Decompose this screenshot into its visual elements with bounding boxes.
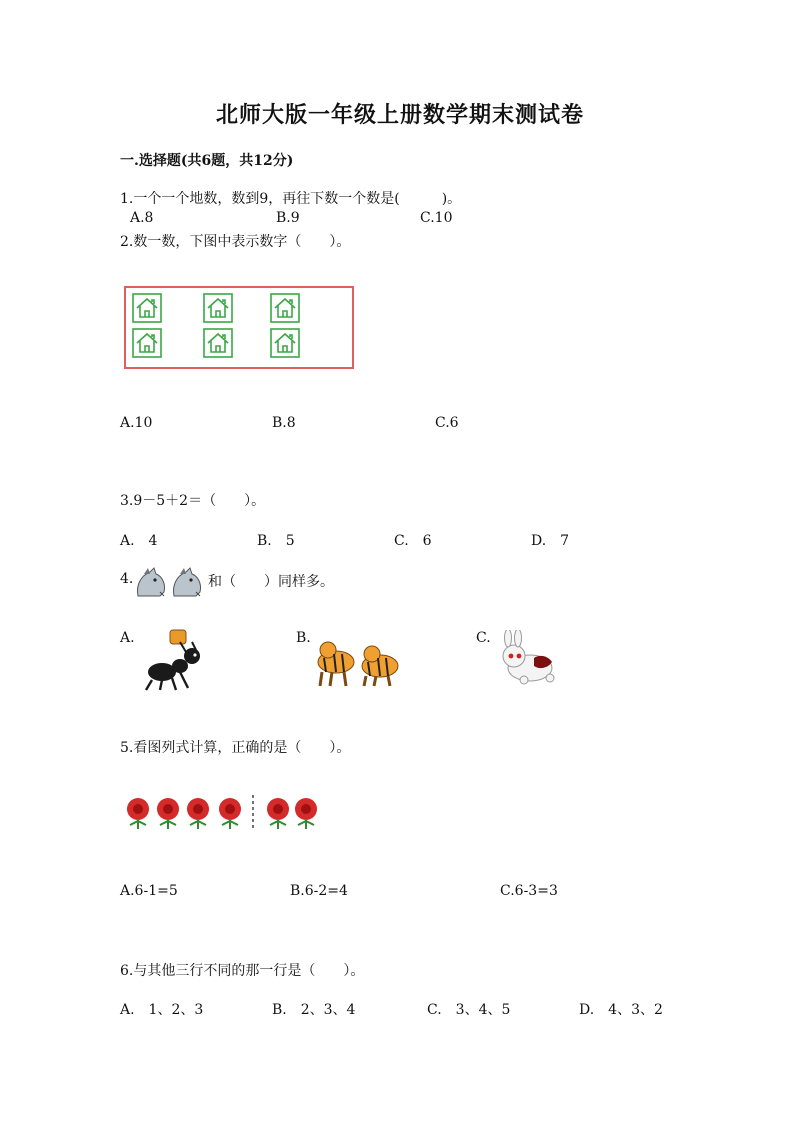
- q5-option-a[interactable]: A.6-1=5: [120, 883, 178, 899]
- q1-option-c[interactable]: C.10: [420, 210, 453, 226]
- q2-option-c[interactable]: C.6: [435, 415, 459, 431]
- house-icon: [203, 328, 233, 358]
- house-icon: [132, 293, 162, 323]
- house-icon: [270, 328, 300, 358]
- q3-option-c[interactable]: C. 6: [394, 533, 432, 549]
- q3-option-a[interactable]: A. 4: [120, 533, 158, 549]
- q6-option-b[interactable]: B. 2、3、4: [272, 1002, 356, 1018]
- tiger-icon: [314, 632, 404, 690]
- flower-icon: [127, 798, 149, 829]
- q5-option-b[interactable]: B.6-2=4: [290, 883, 348, 899]
- q4-option-a[interactable]: A.: [120, 630, 135, 646]
- rabbit-icon: [494, 630, 564, 688]
- house-icon: [132, 328, 162, 358]
- question-4-number: 4.: [120, 571, 134, 587]
- q1-option-b[interactable]: B.9: [276, 210, 300, 226]
- horse-head-icon: [134, 566, 206, 602]
- q6-option-d[interactable]: D. 4、3、2: [579, 1002, 663, 1018]
- ant-icon: [140, 628, 210, 692]
- q2-option-a[interactable]: A.10: [120, 415, 153, 431]
- q4-option-b[interactable]: B.: [296, 630, 311, 646]
- question-4-text: 和（ ）同样多。: [208, 574, 334, 590]
- section-heading: 一.选择题(共6题，共12分): [120, 153, 294, 169]
- q3-option-d[interactable]: D. 7: [531, 533, 570, 549]
- q3-option-b[interactable]: B. 5: [257, 533, 295, 549]
- question-2: 2.数一数，下图中表示数字（ ）。: [120, 234, 351, 250]
- q6-option-a[interactable]: A. 1、2、3: [120, 1002, 204, 1018]
- page-title: 北师大版一年级上册数学期末测试卷: [215, 102, 584, 128]
- houses-figure: [124, 286, 354, 369]
- house-icon: [203, 293, 233, 323]
- house-icon: [270, 293, 300, 323]
- question-6: 6.与其他三行不同的那一行是（ ）。: [120, 963, 365, 979]
- q4-option-c[interactable]: C.: [476, 630, 491, 646]
- q1-option-a[interactable]: A.8: [130, 210, 154, 226]
- question-3: 3.9－5＋2＝（ ）。: [120, 493, 266, 509]
- q6-option-c[interactable]: C. 3、4、5: [427, 1002, 511, 1018]
- q2-option-b[interactable]: B.8: [272, 415, 296, 431]
- q5-option-c[interactable]: C.6-3=3: [500, 883, 558, 899]
- question-5: 5.看图列式计算，正确的是（ ）。: [120, 740, 351, 756]
- question-1: 1.一个一个地数，数到9，再往下数一个数是( )。: [120, 191, 462, 207]
- flowers-figure: [122, 795, 328, 831]
